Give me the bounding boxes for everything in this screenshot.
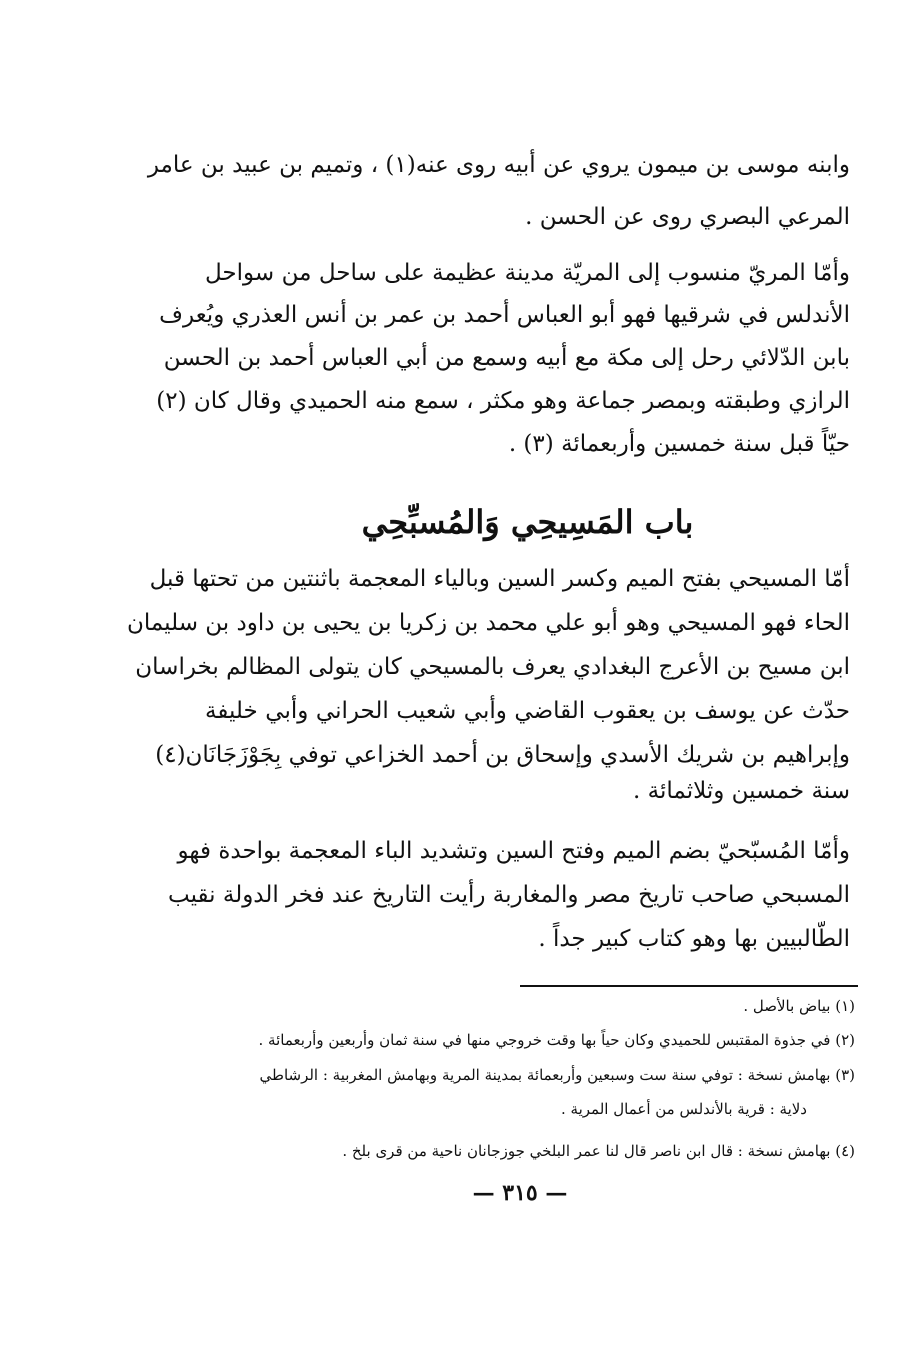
paragraph-4 [167, 836, 850, 954]
page-number: — ٣١٥ — [472, 1180, 568, 1206]
text-line: الرازي وطبقته وبمصر جماعة وهو مكثر ، سمع منه الحميدي وقال كان (٢) [156, 388, 850, 414]
text-line: الطّالبيين بها وهو كتاب كبير جداً . [538, 926, 850, 952]
text-line: وأمّا المريّ منسوب إلى المريّة مدينة عظيمة على ساحل من سواحل [205, 260, 850, 286]
footnote-1: (١) بياض بالأصل . [743, 997, 855, 1015]
text-line: سنة خمسين وثلاثمائة . [633, 778, 850, 804]
paragraph-2 [156, 258, 850, 459]
footnote-3-continuation: دلاية : قرية بالأندلس من أعمال المرية . [561, 1100, 807, 1118]
footnote-3: (٣) بهامش نسخة : توفي سنة ست وسبعين وأربعمائة بمدينة المرية وبهامش المغربية : الرشاطي [259, 1066, 855, 1084]
section-heading: باب المَسِيحِي وَالمُسبِّحِي [361, 503, 694, 541]
text-line: وابنه موسى بن ميمون يروي عن أبيه روى عنه(١) ، وتميم بن عبيد بن عامر [147, 152, 850, 178]
paragraph-1 [147, 150, 850, 232]
text-line: المسبحي صاحب تاريخ مصر والمغاربة رأيت التاريخ عند فخر الدولة نقيب [167, 882, 850, 908]
text-line: وأمّا المُسبّحيّ بضم الميم وفتح السين وتشديد الباء المعجمة بواحدة فهو [177, 838, 850, 864]
text-line: الحاء فهو المسيحي وهو أبو علي محمد بن زكريا بن يحيى بن داود بن سليمان [126, 610, 850, 636]
paragraph-3 [126, 564, 850, 806]
footnote-divider [520, 985, 858, 987]
text-line: أمّا المسيحي بفتح الميم وكسر السين وبالياء المعجمة باثنتين من تحتها قبل [149, 566, 850, 592]
text-line: بابن الدّلائي رحل إلى مكة مع أبيه وسمع من أبي العباس أحمد بن الحسن [163, 345, 850, 371]
text-line: وإبراهيم بن شريك الأسدي وإسحاق بن أحمد الخزاعي توفي بِجَوْزَجَانَان(٤) [155, 742, 850, 768]
footnote-2: (٢) في جذوة المقتبس للحميدي وكان حياً بها وقت خروجي منها في سنة ثمان وأربعين وأربعمائة . [258, 1031, 855, 1049]
text-line: حدّث عن يوسف بن يعقوب القاضي وأبي شعيب الحراني وأبي خليفة [205, 698, 850, 724]
text-line: حيّاً قبل سنة خمسين وأربعمائة (٣) . [508, 431, 850, 457]
footnote-4: (٤) بهامش نسخة : قال ابن ناصر قال لنا عمر البلخي جوزجانان ناحية من قرى بلخ . [342, 1142, 855, 1160]
text-line: الأندلس في شرقيها فهو أبو العباس أحمد بن عمر بن أنس العذري ويُعرف [159, 302, 850, 328]
text-line: ابن مسيح بن الأعرج البغدادي يعرف بالمسيحي كان يتولى المظالم بخراسان [135, 654, 850, 680]
text-line: المرعي البصري روى عن الحسن . [525, 204, 850, 230]
